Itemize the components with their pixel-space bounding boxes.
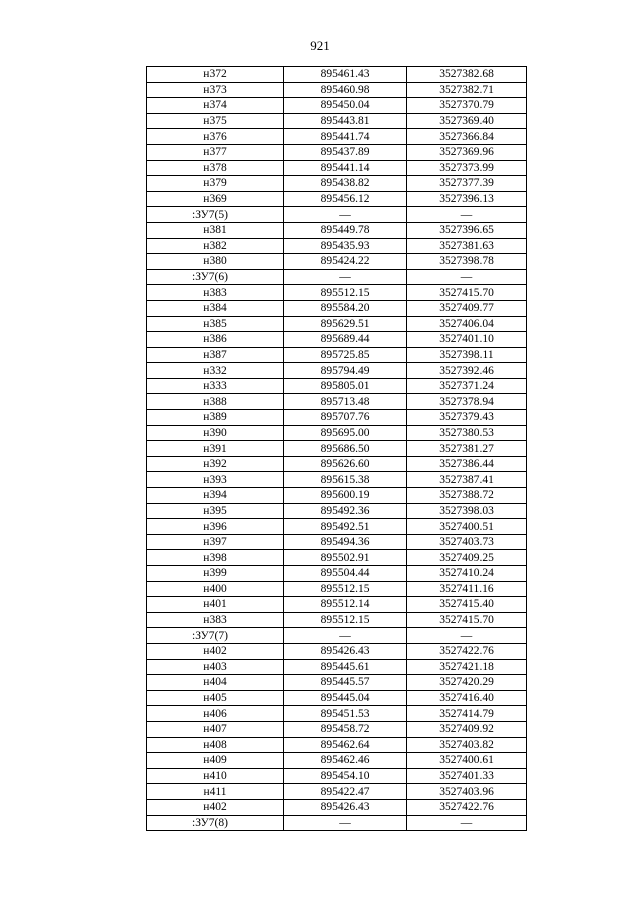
table-row <box>147 488 527 504</box>
point-id-cell: н374 <box>147 98 284 114</box>
table-row <box>147 82 527 98</box>
x-coordinate-cell: 895494.36 <box>284 534 407 550</box>
y-coordinate-cell: 3527396.13 <box>407 191 527 207</box>
y-coordinate-cell: 3527403.82 <box>407 737 527 753</box>
point-id-cell: н400 <box>147 581 284 597</box>
point-id-cell: н395 <box>147 503 284 519</box>
point-id-cell: н399 <box>147 566 284 582</box>
x-coordinate-cell: 895454.10 <box>284 768 407 784</box>
x-coordinate-cell: 895437.89 <box>284 144 407 160</box>
table-row <box>147 98 527 114</box>
y-coordinate-cell: 3527396.65 <box>407 222 527 238</box>
x-coordinate-cell: 895461.43 <box>284 67 407 83</box>
point-id-cell: н376 <box>147 129 284 145</box>
x-coordinate-cell: 895451.53 <box>284 706 407 722</box>
table-row <box>147 675 527 691</box>
point-id-cell: н332 <box>147 363 284 379</box>
table-row <box>147 67 527 83</box>
point-id-cell: н389 <box>147 410 284 426</box>
section-row <box>147 207 527 223</box>
table-row <box>147 659 527 675</box>
point-id-cell: н383 <box>147 612 284 628</box>
table-row <box>147 784 527 800</box>
x-coordinate-cell: 895422.47 <box>284 784 407 800</box>
point-id-cell: н391 <box>147 441 284 457</box>
point-id-cell: н409 <box>147 753 284 769</box>
y-coordinate-cell: 3527381.27 <box>407 441 527 457</box>
coordinates-table-body <box>147 67 527 831</box>
x-coordinate-cell: — <box>284 269 407 285</box>
table-row <box>147 550 527 566</box>
table-row <box>147 472 527 488</box>
y-coordinate-cell: 3527403.96 <box>407 784 527 800</box>
y-coordinate-cell: 3527377.39 <box>407 176 527 192</box>
table-row <box>147 612 527 628</box>
table-row <box>147 300 527 316</box>
x-coordinate-cell: 895512.14 <box>284 597 407 613</box>
y-coordinate-cell: 3527369.40 <box>407 113 527 129</box>
point-id-cell: н394 <box>147 488 284 504</box>
section-row <box>147 628 527 644</box>
point-id-cell: н377 <box>147 144 284 160</box>
table-row <box>147 410 527 426</box>
table-row <box>147 753 527 769</box>
y-coordinate-cell: 3527369.96 <box>407 144 527 160</box>
x-coordinate-cell: 895686.50 <box>284 441 407 457</box>
x-coordinate-cell: 895689.44 <box>284 332 407 348</box>
y-coordinate-cell: 3527410.24 <box>407 566 527 582</box>
table-row <box>147 129 527 145</box>
point-id-cell: :ЗУ7(7) <box>147 628 284 644</box>
table-row <box>147 191 527 207</box>
section-row <box>147 815 527 831</box>
x-coordinate-cell: 895460.98 <box>284 82 407 98</box>
y-coordinate-cell: 3527371.24 <box>407 378 527 394</box>
y-coordinate-cell: 3527415.40 <box>407 597 527 613</box>
point-id-cell: н387 <box>147 347 284 363</box>
y-coordinate-cell: 3527420.29 <box>407 675 527 691</box>
y-coordinate-cell: 3527370.79 <box>407 98 527 114</box>
point-id-cell: н380 <box>147 254 284 270</box>
x-coordinate-cell: 895629.51 <box>284 316 407 332</box>
point-id-cell: н375 <box>147 113 284 129</box>
table-row <box>147 456 527 472</box>
point-id-cell: н396 <box>147 519 284 535</box>
table-row <box>147 721 527 737</box>
x-coordinate-cell: 895512.15 <box>284 612 407 628</box>
x-coordinate-cell: 895456.12 <box>284 191 407 207</box>
point-id-cell: н398 <box>147 550 284 566</box>
point-id-cell: н392 <box>147 456 284 472</box>
y-coordinate-cell: 3527398.78 <box>407 254 527 270</box>
y-coordinate-cell: 3527415.70 <box>407 285 527 301</box>
y-coordinate-cell: 3527422.76 <box>407 643 527 659</box>
point-id-cell: н378 <box>147 160 284 176</box>
point-id-cell: н404 <box>147 675 284 691</box>
x-coordinate-cell: 895445.04 <box>284 690 407 706</box>
y-coordinate-cell: 3527406.04 <box>407 316 527 332</box>
y-coordinate-cell: — <box>407 815 527 831</box>
point-id-cell: н383 <box>147 285 284 301</box>
y-coordinate-cell: 3527398.11 <box>407 347 527 363</box>
y-coordinate-cell: — <box>407 628 527 644</box>
y-coordinate-cell: 3527411.16 <box>407 581 527 597</box>
y-coordinate-cell: 3527414.79 <box>407 706 527 722</box>
y-coordinate-cell: 3527398.03 <box>407 503 527 519</box>
point-id-cell: н393 <box>147 472 284 488</box>
table-row <box>147 394 527 410</box>
x-coordinate-cell: 895725.85 <box>284 347 407 363</box>
y-coordinate-cell: 3527415.70 <box>407 612 527 628</box>
table-row <box>147 378 527 394</box>
x-coordinate-cell: 895695.00 <box>284 425 407 441</box>
table-row <box>147 332 527 348</box>
table-row <box>147 503 527 519</box>
y-coordinate-cell: 3527386.44 <box>407 456 527 472</box>
table-row <box>147 690 527 706</box>
table-row <box>147 534 527 550</box>
x-coordinate-cell: — <box>284 207 407 223</box>
point-id-cell: н372 <box>147 67 284 83</box>
x-coordinate-cell: 895615.38 <box>284 472 407 488</box>
x-coordinate-cell: 895424.22 <box>284 254 407 270</box>
y-coordinate-cell: 3527373.99 <box>407 160 527 176</box>
table-row <box>147 425 527 441</box>
x-coordinate-cell: 895794.49 <box>284 363 407 379</box>
point-id-cell: н408 <box>147 737 284 753</box>
point-id-cell: н384 <box>147 300 284 316</box>
y-coordinate-cell: — <box>407 269 527 285</box>
point-id-cell: н405 <box>147 690 284 706</box>
y-coordinate-cell: 3527409.92 <box>407 721 527 737</box>
x-coordinate-cell: 895512.15 <box>284 581 407 597</box>
x-coordinate-cell: 895504.44 <box>284 566 407 582</box>
page-number: 921 <box>310 38 330 53</box>
x-coordinate-cell: 895600.19 <box>284 488 407 504</box>
x-coordinate-cell: 895707.76 <box>284 410 407 426</box>
y-coordinate-cell: — <box>407 207 527 223</box>
table-row <box>147 519 527 535</box>
x-coordinate-cell: 895584.20 <box>284 300 407 316</box>
point-id-cell: н402 <box>147 799 284 815</box>
y-coordinate-cell: 3527379.43 <box>407 410 527 426</box>
y-coordinate-cell: 3527400.61 <box>407 753 527 769</box>
y-coordinate-cell: 3527392.46 <box>407 363 527 379</box>
point-id-cell: :ЗУ7(6) <box>147 269 284 285</box>
x-coordinate-cell: 895438.82 <box>284 176 407 192</box>
y-coordinate-cell: 3527382.71 <box>407 82 527 98</box>
table-row <box>147 737 527 753</box>
point-id-cell: н369 <box>147 191 284 207</box>
x-coordinate-cell: 895449.78 <box>284 222 407 238</box>
point-id-cell: н410 <box>147 768 284 784</box>
table-row <box>147 160 527 176</box>
x-coordinate-cell: 895441.14 <box>284 160 407 176</box>
x-coordinate-cell: 895805.01 <box>284 378 407 394</box>
x-coordinate-cell: 895713.48 <box>284 394 407 410</box>
point-id-cell: н373 <box>147 82 284 98</box>
table-row <box>147 347 527 363</box>
point-id-cell: н397 <box>147 534 284 550</box>
x-coordinate-cell: 895445.61 <box>284 659 407 675</box>
y-coordinate-cell: 3527416.40 <box>407 690 527 706</box>
table-row <box>147 581 527 597</box>
x-coordinate-cell: 895445.57 <box>284 675 407 691</box>
point-id-cell: н382 <box>147 238 284 254</box>
table-row <box>147 238 527 254</box>
x-coordinate-cell: 895426.43 <box>284 643 407 659</box>
point-id-cell: н402 <box>147 643 284 659</box>
x-coordinate-cell: — <box>284 815 407 831</box>
table-row <box>147 597 527 613</box>
y-coordinate-cell: 3527409.25 <box>407 550 527 566</box>
section-row <box>147 269 527 285</box>
table-row <box>147 643 527 659</box>
x-coordinate-cell: 895426.43 <box>284 799 407 815</box>
y-coordinate-cell: 3527387.41 <box>407 472 527 488</box>
point-id-cell: :ЗУ7(5) <box>147 207 284 223</box>
table-row <box>147 768 527 784</box>
y-coordinate-cell: 3527421.18 <box>407 659 527 675</box>
table-row <box>147 566 527 582</box>
y-coordinate-cell: 3527422.76 <box>407 799 527 815</box>
x-coordinate-cell: 895443.81 <box>284 113 407 129</box>
point-id-cell: н406 <box>147 706 284 722</box>
y-coordinate-cell: 3527381.63 <box>407 238 527 254</box>
y-coordinate-cell: 3527400.51 <box>407 519 527 535</box>
x-coordinate-cell: 895512.15 <box>284 285 407 301</box>
table-row <box>147 113 527 129</box>
table-row <box>147 254 527 270</box>
table-row <box>147 799 527 815</box>
point-id-cell: н411 <box>147 784 284 800</box>
table-row <box>147 706 527 722</box>
point-id-cell: :ЗУ7(8) <box>147 815 284 831</box>
table-row <box>147 441 527 457</box>
table-row <box>147 176 527 192</box>
x-coordinate-cell: 895462.64 <box>284 737 407 753</box>
y-coordinate-cell: 3527401.10 <box>407 332 527 348</box>
point-id-cell: н379 <box>147 176 284 192</box>
y-coordinate-cell: 3527378.94 <box>407 394 527 410</box>
x-coordinate-cell: 895492.51 <box>284 519 407 535</box>
table-row <box>147 222 527 238</box>
point-id-cell: н386 <box>147 332 284 348</box>
table-row <box>147 316 527 332</box>
x-coordinate-cell: 895458.72 <box>284 721 407 737</box>
coordinates-table <box>146 66 527 831</box>
point-id-cell: н401 <box>147 597 284 613</box>
y-coordinate-cell: 3527409.77 <box>407 300 527 316</box>
x-coordinate-cell: 895492.36 <box>284 503 407 519</box>
point-id-cell: н390 <box>147 425 284 441</box>
x-coordinate-cell: 895626.60 <box>284 456 407 472</box>
point-id-cell: н381 <box>147 222 284 238</box>
x-coordinate-cell: 895450.04 <box>284 98 407 114</box>
x-coordinate-cell: — <box>284 628 407 644</box>
point-id-cell: н403 <box>147 659 284 675</box>
y-coordinate-cell: 3527388.72 <box>407 488 527 504</box>
point-id-cell: н407 <box>147 721 284 737</box>
y-coordinate-cell: 3527366.84 <box>407 129 527 145</box>
x-coordinate-cell: 895435.93 <box>284 238 407 254</box>
y-coordinate-cell: 3527403.73 <box>407 534 527 550</box>
point-id-cell: н333 <box>147 378 284 394</box>
point-id-cell: н388 <box>147 394 284 410</box>
y-coordinate-cell: 3527380.53 <box>407 425 527 441</box>
table-row <box>147 285 527 301</box>
y-coordinate-cell: 3527382.68 <box>407 67 527 83</box>
x-coordinate-cell: 895441.74 <box>284 129 407 145</box>
table-row <box>147 144 527 160</box>
table-row <box>147 363 527 379</box>
x-coordinate-cell: 895502.91 <box>284 550 407 566</box>
x-coordinate-cell: 895462.46 <box>284 753 407 769</box>
y-coordinate-cell: 3527401.33 <box>407 768 527 784</box>
point-id-cell: н385 <box>147 316 284 332</box>
